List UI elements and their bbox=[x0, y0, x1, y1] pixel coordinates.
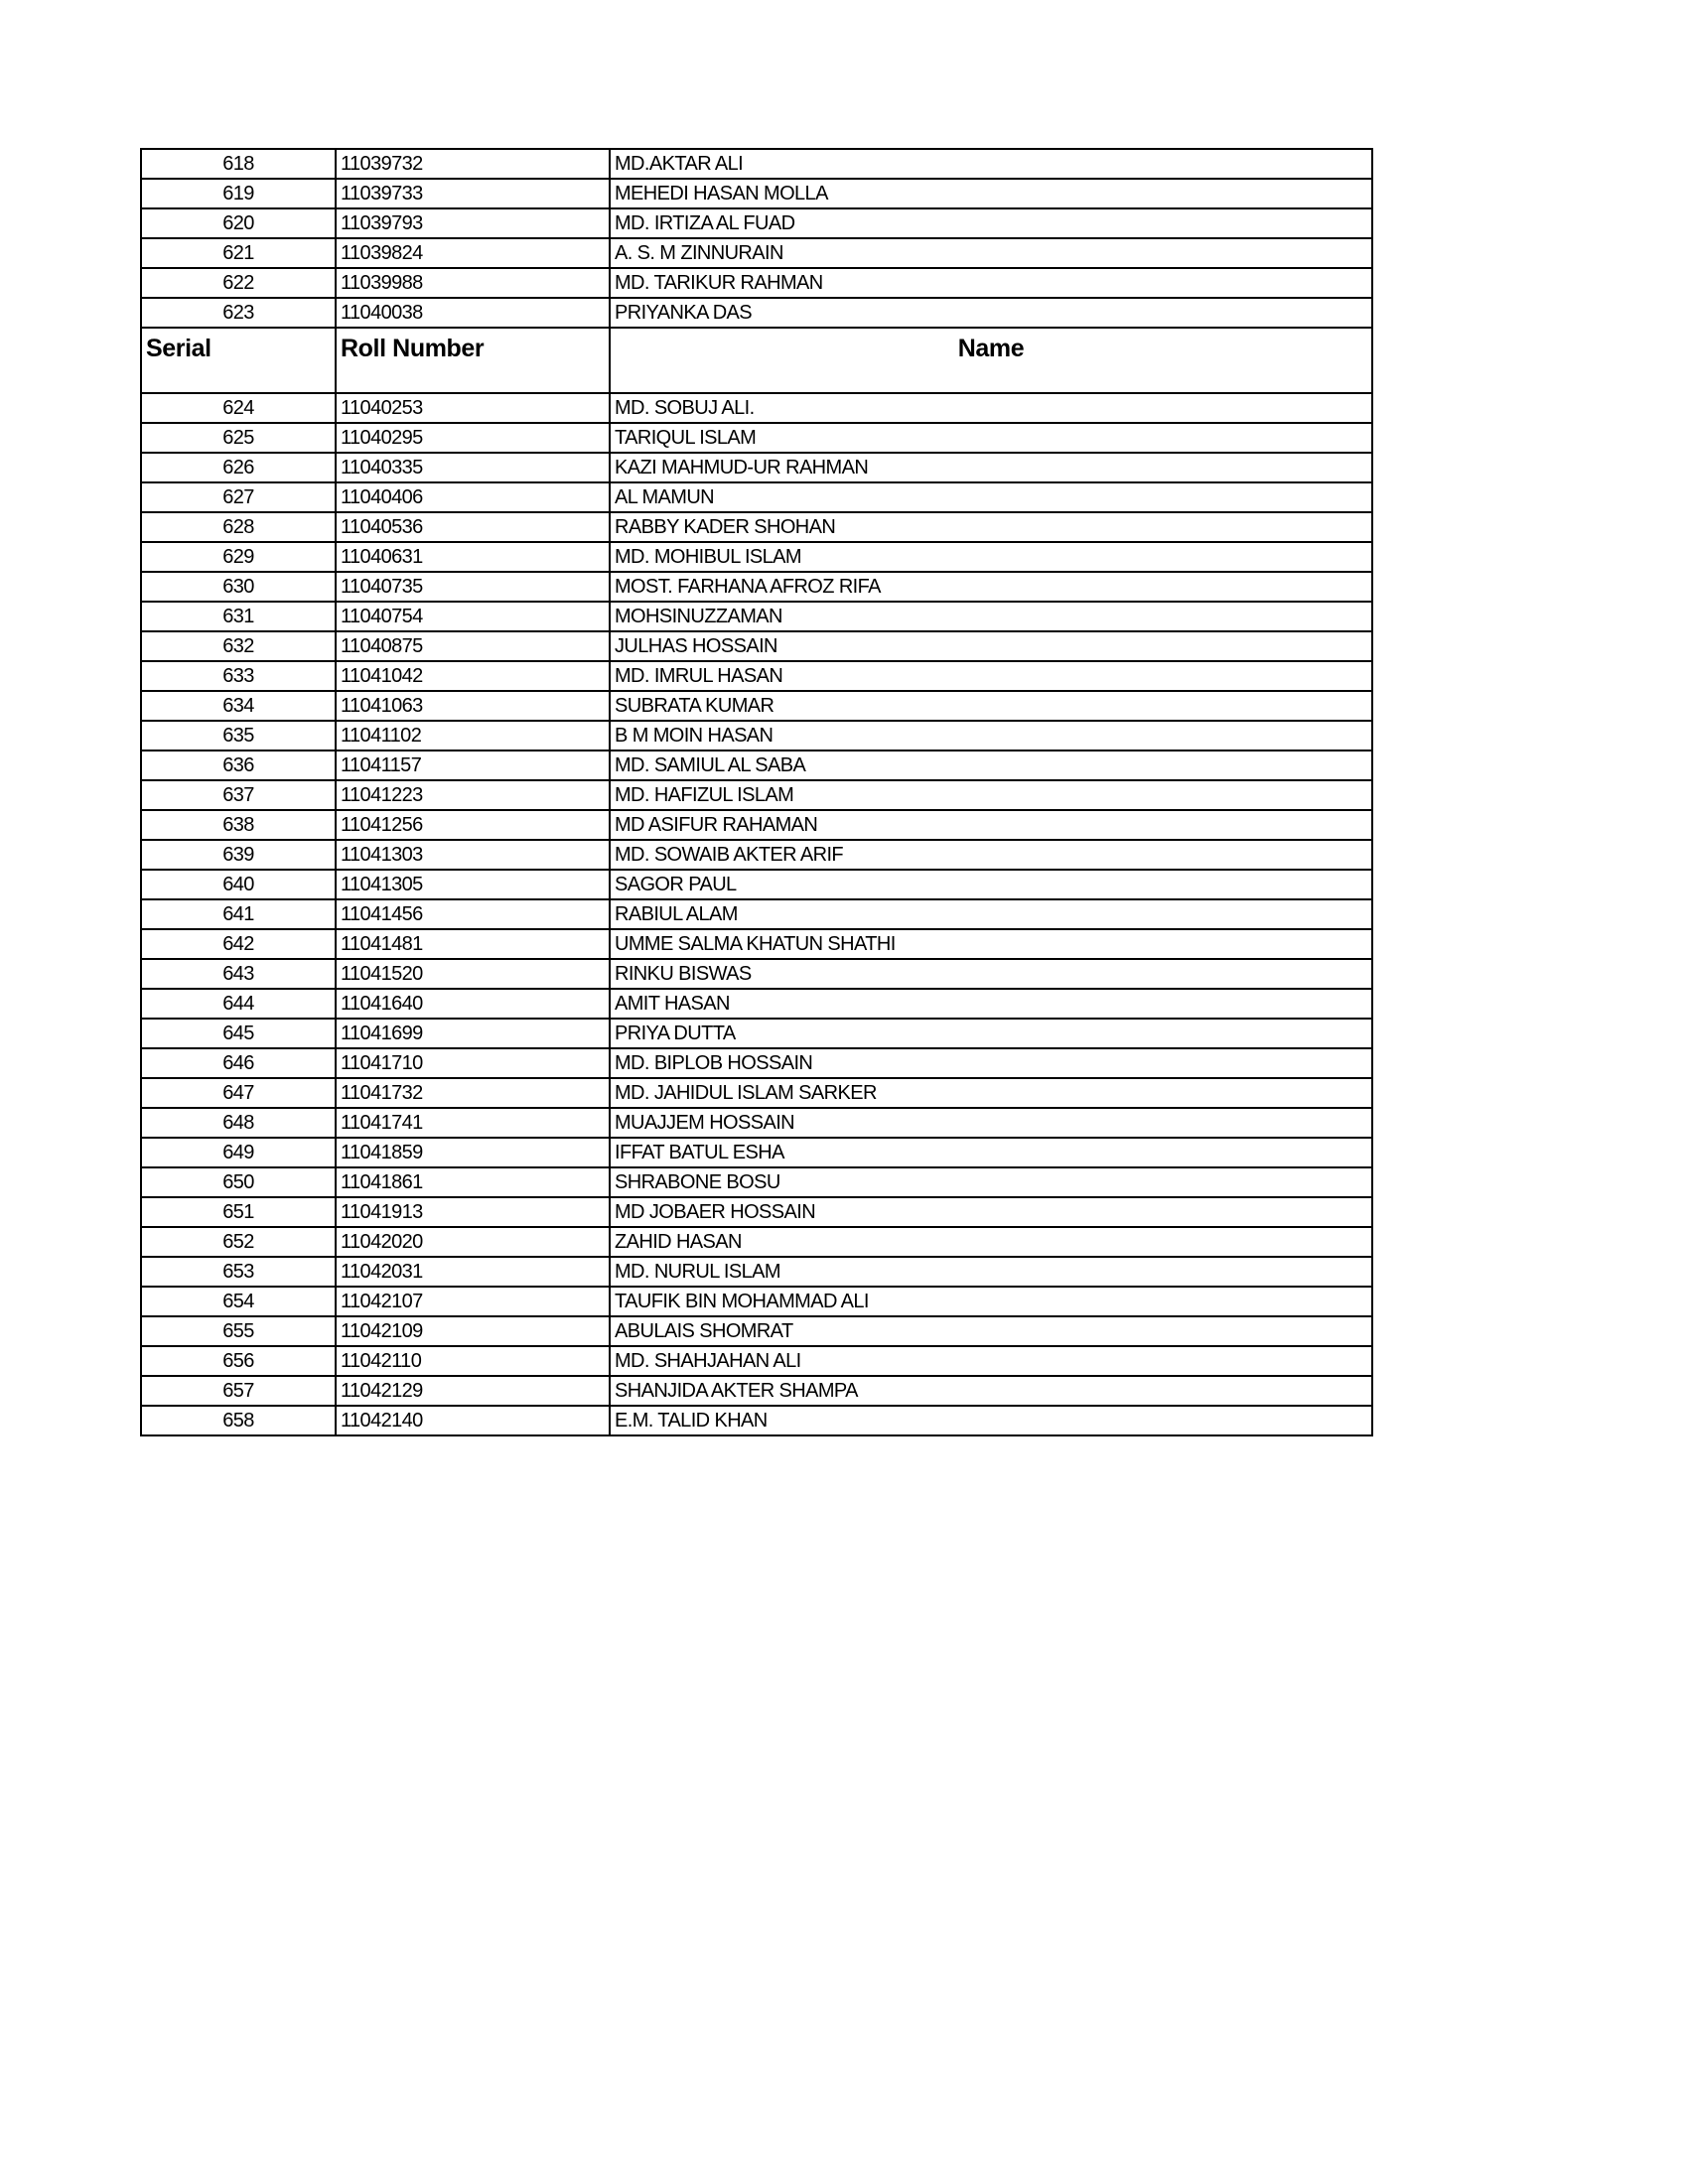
roll-number-cell: 11039793 bbox=[336, 208, 610, 238]
serial-cell: 637 bbox=[141, 780, 336, 810]
name-cell: MD. SOWAIB AKTER ARIF bbox=[610, 840, 1372, 870]
table-row bbox=[141, 780, 1372, 810]
roll-number-cell: 11040875 bbox=[336, 631, 610, 661]
roll-number-cell: 11041157 bbox=[336, 751, 610, 780]
table-row bbox=[141, 208, 1372, 238]
roll-number-cell: 11041256 bbox=[336, 810, 610, 840]
serial-cell: 655 bbox=[141, 1316, 336, 1346]
table-row bbox=[141, 149, 1372, 179]
roll-number-cell: 11039988 bbox=[336, 268, 610, 298]
table-row bbox=[141, 959, 1372, 989]
name-cell: MOHSINUZZAMAN bbox=[610, 602, 1372, 631]
name-cell: TARIQUL ISLAM bbox=[610, 423, 1372, 453]
table-row bbox=[141, 691, 1372, 721]
name-cell: MD. NURUL ISLAM bbox=[610, 1257, 1372, 1287]
name-cell: MD. SOBUJ ALI. bbox=[610, 393, 1372, 423]
name-cell: KAZI MAHMUD-UR RAHMAN bbox=[610, 453, 1372, 482]
serial-cell: 624 bbox=[141, 393, 336, 423]
serial-cell: 636 bbox=[141, 751, 336, 780]
serial-header: Serial bbox=[141, 328, 336, 393]
table-row bbox=[141, 1316, 1372, 1346]
table-row bbox=[141, 929, 1372, 959]
name-cell: MD. HAFIZUL ISLAM bbox=[610, 780, 1372, 810]
table-row bbox=[141, 631, 1372, 661]
roll-number-cell: 11042031 bbox=[336, 1257, 610, 1287]
roll-number-cell: 11041481 bbox=[336, 929, 610, 959]
roll-number-cell: 11041640 bbox=[336, 989, 610, 1019]
roll-number-cell: 11040335 bbox=[336, 453, 610, 482]
table-row bbox=[141, 1197, 1372, 1227]
roll-number-cell: 11040735 bbox=[336, 572, 610, 602]
serial-cell: 635 bbox=[141, 721, 336, 751]
serial-cell: 631 bbox=[141, 602, 336, 631]
roll-number-cell: 11041520 bbox=[336, 959, 610, 989]
table-row bbox=[141, 721, 1372, 751]
serial-cell: 654 bbox=[141, 1287, 336, 1316]
name-header: Name bbox=[610, 328, 1372, 393]
name-cell: MD. BIPLOB HOSSAIN bbox=[610, 1048, 1372, 1078]
name-cell: UMME SALMA KHATUN SHATHI bbox=[610, 929, 1372, 959]
table-row bbox=[141, 602, 1372, 631]
roll-number-cell: 11041699 bbox=[336, 1019, 610, 1048]
roll-number-cell: 11040038 bbox=[336, 298, 610, 328]
serial-cell: 658 bbox=[141, 1406, 336, 1435]
name-cell: ABULAIS SHOMRAT bbox=[610, 1316, 1372, 1346]
roll-number-cell: 11041042 bbox=[336, 661, 610, 691]
serial-cell: 628 bbox=[141, 512, 336, 542]
serial-cell: 638 bbox=[141, 810, 336, 840]
serial-cell: 652 bbox=[141, 1227, 336, 1257]
roll-number-header: Roll Number bbox=[336, 328, 610, 393]
name-cell: SUBRATA KUMAR bbox=[610, 691, 1372, 721]
serial-cell: 650 bbox=[141, 1167, 336, 1197]
name-cell: SHANJIDA AKTER SHAMPA bbox=[610, 1376, 1372, 1406]
serial-cell: 647 bbox=[141, 1078, 336, 1108]
name-cell: B M MOIN HASAN bbox=[610, 721, 1372, 751]
name-cell: E.M. TALID KHAN bbox=[610, 1406, 1372, 1435]
serial-cell: 618 bbox=[141, 149, 336, 179]
name-cell: SAGOR PAUL bbox=[610, 870, 1372, 899]
serial-cell: 629 bbox=[141, 542, 336, 572]
name-cell: PRIYANKA DAS bbox=[610, 298, 1372, 328]
serial-cell: 625 bbox=[141, 423, 336, 453]
name-cell: MD JOBAER HOSSAIN bbox=[610, 1197, 1372, 1227]
roll-number-cell: 11040631 bbox=[336, 542, 610, 572]
table-row bbox=[141, 1376, 1372, 1406]
table-row bbox=[141, 870, 1372, 899]
serial-cell: 657 bbox=[141, 1376, 336, 1406]
serial-cell: 642 bbox=[141, 929, 336, 959]
column-header bbox=[141, 328, 1372, 393]
serial-cell: 648 bbox=[141, 1108, 336, 1138]
roll-number-cell: 11041741 bbox=[336, 1108, 610, 1138]
name-cell: MD.AKTAR ALI bbox=[610, 149, 1372, 179]
table-row bbox=[141, 298, 1372, 328]
name-cell: MD. JAHIDUL ISLAM SARKER bbox=[610, 1078, 1372, 1108]
serial-cell: 651 bbox=[141, 1197, 336, 1227]
name-cell: A. S. M ZINNURAIN bbox=[610, 238, 1372, 268]
table-row bbox=[141, 751, 1372, 780]
roll-list-table bbox=[140, 148, 1373, 1436]
name-cell: RINKU BISWAS bbox=[610, 959, 1372, 989]
serial-cell: 627 bbox=[141, 482, 336, 512]
name-cell: MUAJJEM HOSSAIN bbox=[610, 1108, 1372, 1138]
roll-number-cell: 11041456 bbox=[336, 899, 610, 929]
roll-number-cell: 11040253 bbox=[336, 393, 610, 423]
serial-cell: 633 bbox=[141, 661, 336, 691]
serial-cell: 630 bbox=[141, 572, 336, 602]
name-cell: MEHEDI HASAN MOLLA bbox=[610, 179, 1372, 208]
table-row bbox=[141, 1019, 1372, 1048]
serial-cell: 640 bbox=[141, 870, 336, 899]
table-row bbox=[141, 453, 1372, 482]
roll-number-cell: 11041305 bbox=[336, 870, 610, 899]
table-row bbox=[141, 810, 1372, 840]
roll-list-sheet bbox=[140, 148, 1371, 1436]
table-row bbox=[141, 1287, 1372, 1316]
roll-number-cell: 11039733 bbox=[336, 179, 610, 208]
table-row bbox=[141, 840, 1372, 870]
roll-number-cell: 11042107 bbox=[336, 1287, 610, 1316]
roll-number-cell: 11042110 bbox=[336, 1346, 610, 1376]
name-cell: MD. MOHIBUL ISLAM bbox=[610, 542, 1372, 572]
roll-number-cell: 11041710 bbox=[336, 1048, 610, 1078]
table-row bbox=[141, 989, 1372, 1019]
table-row bbox=[141, 1346, 1372, 1376]
serial-cell: 649 bbox=[141, 1138, 336, 1167]
table-row bbox=[141, 899, 1372, 929]
table-row bbox=[141, 1406, 1372, 1435]
table-row bbox=[141, 1257, 1372, 1287]
table-row bbox=[141, 238, 1372, 268]
rows-after-header bbox=[141, 393, 1372, 1435]
name-cell: MD. IRTIZA AL FUAD bbox=[610, 208, 1372, 238]
name-cell: MD. SAMIUL AL SABA bbox=[610, 751, 1372, 780]
table-row bbox=[141, 1108, 1372, 1138]
name-cell: MD. SHAHJAHAN ALI bbox=[610, 1346, 1372, 1376]
name-cell: PRIYA DUTTA bbox=[610, 1019, 1372, 1048]
roll-number-cell: 11041861 bbox=[336, 1167, 610, 1197]
roll-number-cell: 11040295 bbox=[336, 423, 610, 453]
table-row bbox=[141, 1167, 1372, 1197]
name-cell: RABIUL ALAM bbox=[610, 899, 1372, 929]
serial-cell: 646 bbox=[141, 1048, 336, 1078]
serial-cell: 641 bbox=[141, 899, 336, 929]
name-cell: JULHAS HOSSAIN bbox=[610, 631, 1372, 661]
roll-number-cell: 11042020 bbox=[336, 1227, 610, 1257]
serial-cell: 620 bbox=[141, 208, 336, 238]
table-row bbox=[141, 482, 1372, 512]
name-cell: IFFAT BATUL ESHA bbox=[610, 1138, 1372, 1167]
serial-cell: 621 bbox=[141, 238, 336, 268]
serial-cell: 643 bbox=[141, 959, 336, 989]
serial-cell: 656 bbox=[141, 1346, 336, 1376]
serial-cell: 626 bbox=[141, 453, 336, 482]
table-row bbox=[141, 542, 1372, 572]
table-row bbox=[141, 1078, 1372, 1108]
serial-cell: 622 bbox=[141, 268, 336, 298]
roll-number-cell: 11041303 bbox=[336, 840, 610, 870]
name-cell: ZAHID HASAN bbox=[610, 1227, 1372, 1257]
name-cell: MOST. FARHANA AFROZ RIFA bbox=[610, 572, 1372, 602]
table-row bbox=[141, 393, 1372, 423]
name-cell: RABBY KADER SHOHAN bbox=[610, 512, 1372, 542]
serial-cell: 653 bbox=[141, 1257, 336, 1287]
table-row bbox=[141, 572, 1372, 602]
roll-number-cell: 11040406 bbox=[336, 482, 610, 512]
table-row bbox=[141, 661, 1372, 691]
table-row bbox=[141, 512, 1372, 542]
serial-cell: 644 bbox=[141, 989, 336, 1019]
table-row bbox=[141, 268, 1372, 298]
serial-cell: 623 bbox=[141, 298, 336, 328]
name-cell: SHRABONE BOSU bbox=[610, 1167, 1372, 1197]
roll-number-cell: 11041859 bbox=[336, 1138, 610, 1167]
serial-cell: 632 bbox=[141, 631, 336, 661]
serial-cell: 639 bbox=[141, 840, 336, 870]
roll-number-cell: 11040754 bbox=[336, 602, 610, 631]
roll-number-cell: 11042129 bbox=[336, 1376, 610, 1406]
serial-cell: 634 bbox=[141, 691, 336, 721]
rows-before-header bbox=[141, 149, 1372, 328]
table-row bbox=[141, 1048, 1372, 1078]
name-cell: AMIT HASAN bbox=[610, 989, 1372, 1019]
name-cell: AL MAMUN bbox=[610, 482, 1372, 512]
name-cell: TAUFIK BIN MOHAMMAD ALI bbox=[610, 1287, 1372, 1316]
header-row bbox=[141, 328, 1372, 393]
name-cell: MD ASIFUR RAHAMAN bbox=[610, 810, 1372, 840]
table-row bbox=[141, 1227, 1372, 1257]
roll-number-cell: 11041063 bbox=[336, 691, 610, 721]
serial-cell: 619 bbox=[141, 179, 336, 208]
roll-number-cell: 11039824 bbox=[336, 238, 610, 268]
serial-cell: 645 bbox=[141, 1019, 336, 1048]
roll-number-cell: 11041102 bbox=[336, 721, 610, 751]
name-cell: MD. TARIKUR RAHMAN bbox=[610, 268, 1372, 298]
roll-number-cell: 11041913 bbox=[336, 1197, 610, 1227]
name-cell: MD. IMRUL HASAN bbox=[610, 661, 1372, 691]
roll-number-cell: 11039732 bbox=[336, 149, 610, 179]
roll-number-cell: 11041223 bbox=[336, 780, 610, 810]
roll-number-cell: 11041732 bbox=[336, 1078, 610, 1108]
table-row bbox=[141, 423, 1372, 453]
roll-number-cell: 11040536 bbox=[336, 512, 610, 542]
roll-number-cell: 11042109 bbox=[336, 1316, 610, 1346]
roll-number-cell: 11042140 bbox=[336, 1406, 610, 1435]
table-row bbox=[141, 1138, 1372, 1167]
table-row bbox=[141, 179, 1372, 208]
